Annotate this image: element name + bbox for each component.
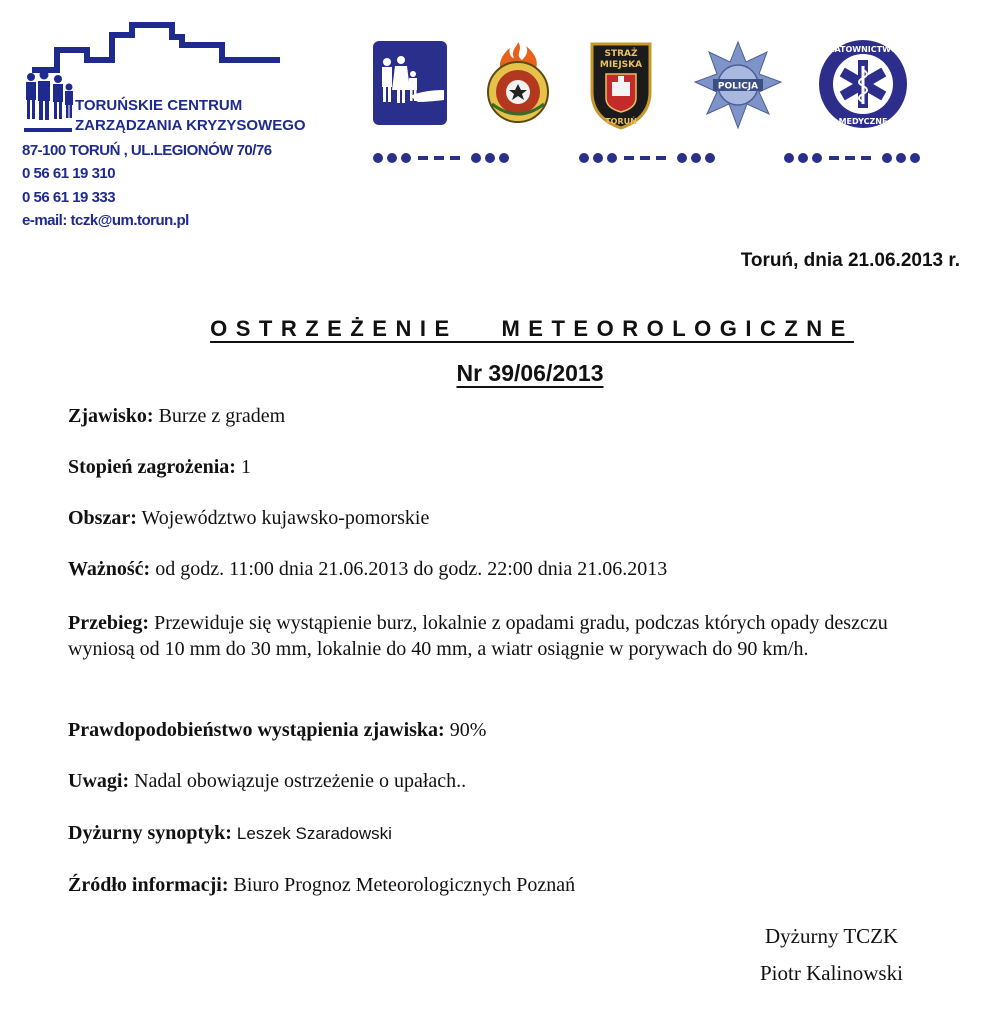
dots-divider: [372, 150, 524, 166]
field-label: Obszar:: [68, 507, 137, 529]
org-phone-1: 0 56 61 19 310: [22, 165, 116, 182]
field-value: Leszek Szaradowski: [236, 824, 392, 843]
field-remarks: [68, 768, 948, 794]
org-name-line-1: TORUŃSKIE CENTRUM: [75, 97, 243, 114]
svg-text:TORUŃ: TORUŃ: [605, 117, 637, 126]
field-label: Ważność:: [68, 558, 151, 580]
city-guard-emblem-icon: [588, 40, 654, 130]
dots-divider: [783, 150, 935, 166]
police-star-icon: [693, 40, 783, 130]
svg-text:RATOWNICTWO: RATOWNICTWO: [828, 45, 898, 54]
field-value: Przewiduje się wystąpienie burz, lokalnie z opadami gradu, podczas których opady deszczu wyniosą od 10 mm do 30 mm, lokalnie do 40 mm, a wiatr osiągnie w porywach do 90 km/h.: [68, 612, 888, 660]
svg-text:MIEJSKA: MIEJSKA: [599, 60, 643, 70]
field-label: Prawdopodobieństwo wystąpienia zjawiska:: [68, 719, 445, 741]
field-label: Zjawisko:: [68, 405, 154, 427]
svg-text:MEDYCZNE: MEDYCZNE: [838, 117, 888, 126]
field-area: [68, 505, 948, 531]
field-phenomenon: [68, 403, 948, 429]
field-validity: [68, 556, 948, 582]
field-course: [68, 610, 948, 662]
field-label: Przebieg:: [68, 612, 150, 634]
field-value: od godz. 11:00 dnia 21.06.2013 do godz. 22:00 dnia 21.06.2013: [155, 558, 668, 580]
field-value: 90%: [449, 719, 487, 741]
document-title: OSTRZEŻENIE METEOROLOGICZNE: [210, 316, 854, 341]
signature-name: Piotr Kalinowski: [760, 961, 903, 985]
field-value: Województwo kujawsko-pomorskie: [141, 507, 430, 529]
org-email: e-mail: tczk@um.torun.pl: [22, 212, 189, 229]
org-phone-2: 0 56 61 19 333: [22, 189, 116, 206]
field-value: Burze z gradem: [158, 405, 286, 427]
field-label: Stopień zagrożenia:: [68, 456, 236, 478]
field-value: 1: [240, 456, 251, 478]
medical-rescue-icon: [817, 38, 909, 130]
signature-role: Dyżurny TCZK: [765, 924, 899, 948]
field-label: Uwagi:: [68, 770, 130, 792]
field-label: Źródło informacji:: [68, 874, 229, 896]
social-assistance-icon: [372, 40, 448, 126]
warning-number: Nr 39/06/2013: [456, 360, 604, 386]
org-address: 87-100 TORUŃ , UL.LEGIONÓW 70/76: [22, 142, 272, 159]
field-probability: [68, 717, 948, 743]
svg-text:POLICJA: POLICJA: [717, 81, 759, 92]
svg-text:STRAŻ: STRAŻ: [604, 49, 638, 59]
field-value: Biuro Prognoz Meteorologicznych Poznań: [233, 874, 576, 896]
field-duty-forecaster: [68, 820, 948, 847]
org-name-line-2: ZARZĄDZANIA KRYZYSOWEGO: [75, 117, 306, 134]
dots-divider: [578, 150, 730, 166]
field-value: Nadal obowiązuje ostrzeżenie o upałach..: [134, 770, 467, 792]
fire-brigade-emblem-icon: [484, 40, 552, 126]
field-threat-level: [68, 454, 948, 480]
field-label: Dyżurny synoptyk:: [68, 822, 232, 844]
document-date: Toruń, dnia 21.06.2013 r.: [740, 250, 960, 271]
field-source: [68, 872, 948, 898]
